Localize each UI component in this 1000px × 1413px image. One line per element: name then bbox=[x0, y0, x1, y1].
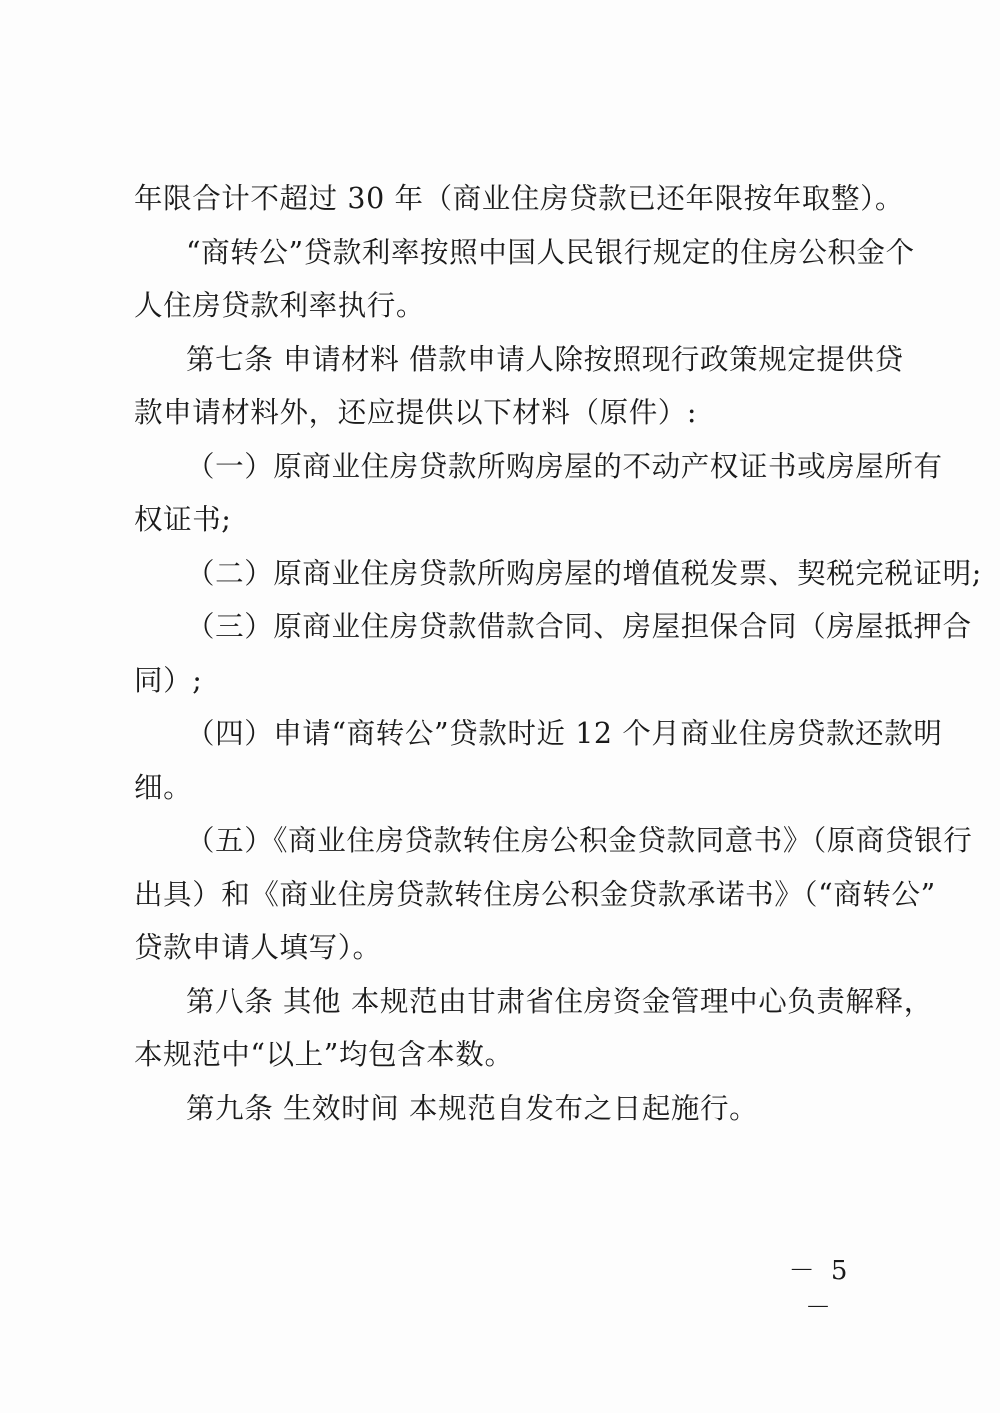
text-line: 第八条 其他 本规范由甘肃省住房资金管理中心负责解释， bbox=[186, 984, 933, 1018]
text-line: （五）《商业住房贷款转住房公积金贷款同意书》（原商贷银行 bbox=[186, 824, 973, 857]
text-line: 出具）和《商业住房贷款转住房公积金贷款承诺书》（“商转公” bbox=[134, 877, 936, 911]
text-line: （四）申请“商转公”贷款时近 12 个月商业住房贷款还款明 bbox=[186, 717, 943, 750]
text-line: 权证书; bbox=[134, 503, 232, 536]
body-text bbox=[134, 172, 982, 1135]
text-line: 本规范中“以上”均包含本数。 bbox=[134, 1038, 514, 1071]
text-line: 第九条 生效时间 本规范自发布之日起施行。 bbox=[186, 1091, 759, 1125]
text-line: 年限合计不超过 30 年（商业住房贷款已还年限按年取整）。 bbox=[134, 182, 905, 215]
text-line: 款申请材料外，还应提供以下材料（原件）: bbox=[134, 396, 698, 429]
text-line: 同）; bbox=[134, 663, 203, 697]
text-line: 贷款申请人填写）。 bbox=[134, 931, 382, 964]
text-line: （三）原商业住房贷款借款合同、房屋担保合同（房屋抵押合 bbox=[186, 610, 972, 643]
text-line: 人住房贷款利率执行。 bbox=[134, 289, 426, 322]
text-line: （二）原商业住房贷款所购房屋的增值税发票、契税完税证明; bbox=[186, 556, 982, 590]
text-line: （一）原商业住房贷款所购房屋的不动产权证书或房屋所有 bbox=[186, 449, 943, 483]
text-line: “商转公”贷款利率按照中国人民银行规定的住房公积金个 bbox=[186, 235, 915, 269]
text-line: 细。 bbox=[134, 770, 193, 804]
page-number: － 5 － bbox=[788, 1256, 852, 1323]
text-line: 第七条 申请材料 借款申请人除按照现行政策规定提供贷 bbox=[186, 342, 904, 376]
